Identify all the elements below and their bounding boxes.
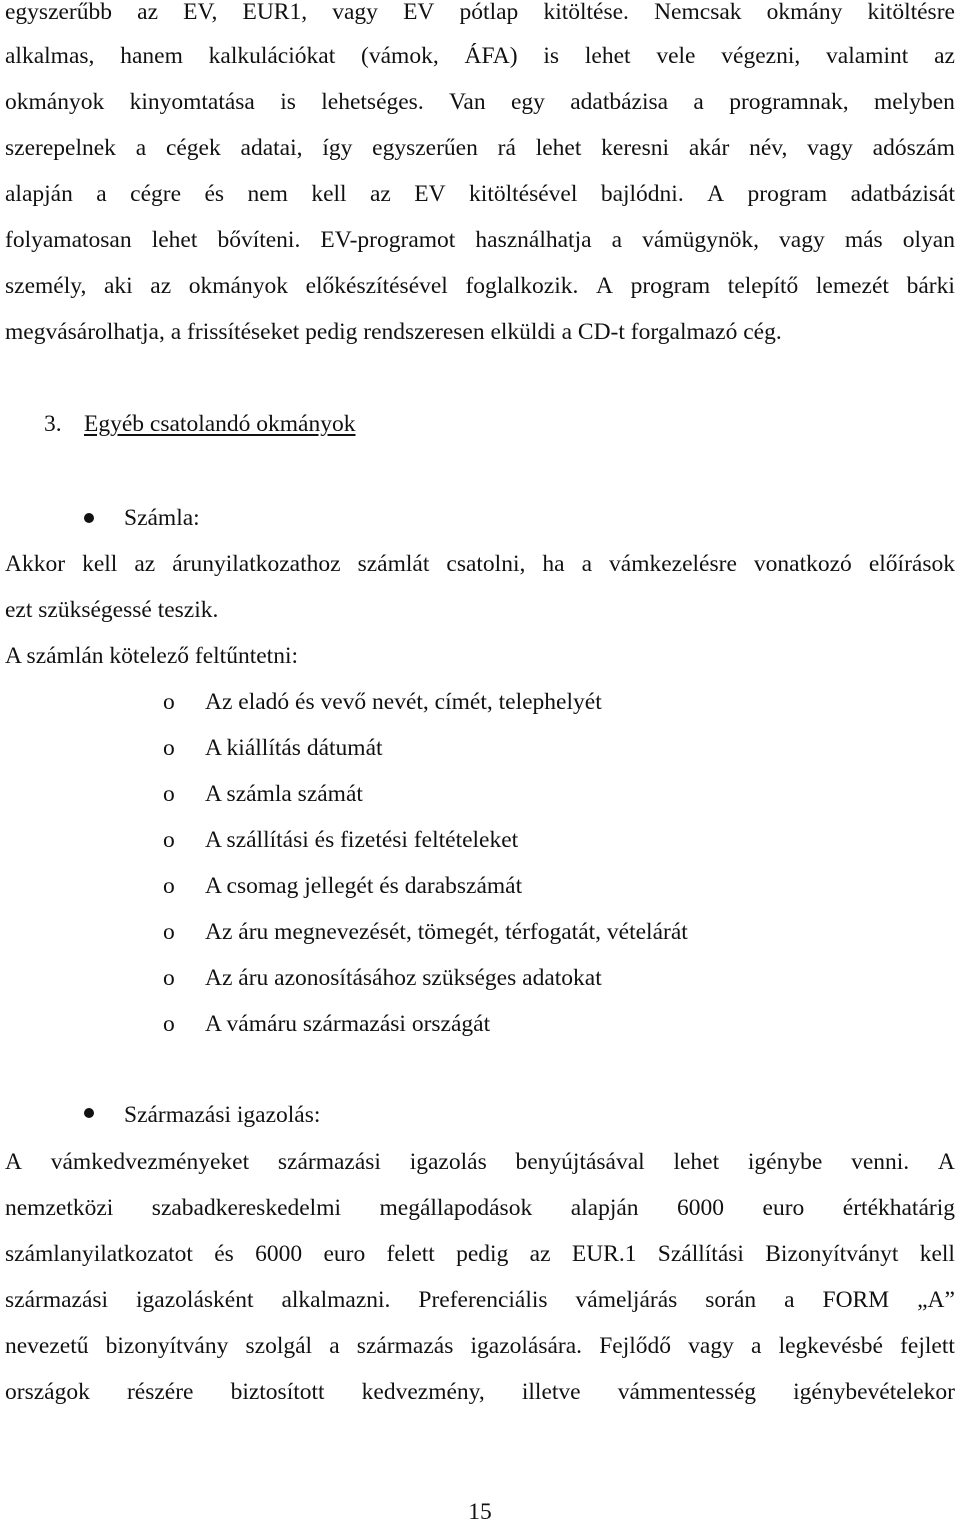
word: származási <box>277 1149 381 1175</box>
word: alapján <box>570 1195 639 1221</box>
list-marker: o <box>163 689 175 715</box>
word: pedig <box>456 1241 509 1267</box>
word: adatbázisa <box>570 89 669 115</box>
word: bizonyítvány <box>105 1333 229 1359</box>
word: folyamatosan <box>5 227 132 253</box>
origin-text-line <box>5 1331 955 1361</box>
word: szerepelnek <box>5 135 116 161</box>
word: kitöltése. <box>543 0 629 25</box>
word: biztosított <box>230 1379 325 1405</box>
word: Szállítási <box>657 1241 744 1267</box>
word: akár <box>688 135 730 161</box>
word: számlát <box>357 551 430 577</box>
page-number: 15 <box>468 1499 492 1525</box>
word: A <box>937 1149 955 1175</box>
word: alkalmas, <box>5 43 95 69</box>
word: okmány <box>766 0 843 25</box>
word: Nemcsak <box>654 0 742 25</box>
word: vámkedvezményeket <box>50 1149 250 1175</box>
word: igénybe <box>747 1149 823 1175</box>
word: venni. <box>851 1149 910 1175</box>
invoice-heading: Számla: <box>124 505 200 531</box>
word: Van <box>449 89 486 115</box>
word: alkalmazni. <box>281 1287 391 1313</box>
word: kell <box>919 1241 955 1267</box>
word: „A” <box>917 1287 955 1313</box>
word: euro <box>762 1195 805 1221</box>
word: kinyomtatása <box>129 89 255 115</box>
invoice-required-intro: A számlán kötelező feltűntetni: <box>5 643 299 669</box>
word: okmányok <box>188 273 288 299</box>
list-marker: o <box>163 781 175 807</box>
word: a <box>135 135 147 161</box>
word: értékhatárig <box>842 1195 955 1221</box>
word: a <box>329 1333 340 1359</box>
word: foglalkozik. <box>465 273 579 299</box>
word: lehetséges. <box>321 89 424 115</box>
invoice-text-line <box>5 549 955 579</box>
word: származási <box>5 1287 109 1313</box>
word: ha <box>542 551 565 577</box>
list-marker: o <box>163 827 175 853</box>
bullet-icon <box>84 513 94 523</box>
word: egy <box>510 89 545 115</box>
paragraph-line <box>5 87 955 117</box>
word: kell <box>311 181 347 207</box>
word: fejlett <box>900 1333 955 1359</box>
word: az <box>137 0 159 25</box>
word: kitöltésével <box>469 181 578 207</box>
word: vagy <box>807 135 853 161</box>
word: olyan <box>902 227 955 253</box>
paragraph-line <box>5 179 955 209</box>
word: vagy <box>688 1333 734 1359</box>
origin-text-line <box>5 1147 955 1177</box>
word: szolgál <box>245 1333 313 1359</box>
word: benyújtásával <box>515 1149 645 1175</box>
word: adószám <box>872 135 955 161</box>
word: A <box>5 1149 22 1175</box>
word: és <box>204 181 225 207</box>
word: Fejlődő <box>599 1333 672 1359</box>
word: lemezét <box>815 273 889 299</box>
word: FORM <box>822 1287 890 1313</box>
word: hanem <box>120 43 183 69</box>
word: Bizonyítványt <box>765 1241 899 1267</box>
word: a <box>784 1287 795 1313</box>
list-item: Az áru azonosításához szükséges adatokat <box>205 965 602 991</box>
word: előírások <box>868 551 955 577</box>
word: legkevésbé <box>778 1333 883 1359</box>
paragraph-line <box>5 0 955 27</box>
word: lehet <box>151 227 198 253</box>
word: melyben <box>873 89 955 115</box>
word: nem <box>247 181 288 207</box>
invoice-text-line-last: ezt szükségessé teszik. <box>5 597 219 623</box>
word: program <box>630 273 711 299</box>
word: csatolni, <box>446 551 526 577</box>
word: vámeljárás <box>575 1287 678 1313</box>
word: cégek <box>165 135 221 161</box>
list-item: A szállítási és fizetési feltételeket <box>205 827 519 853</box>
word: keresni <box>601 135 670 161</box>
word: előkészítésével <box>305 273 448 299</box>
word: adatbázisát <box>850 181 955 207</box>
word: aki <box>103 273 133 299</box>
word: vonatkozó <box>753 551 852 577</box>
origin-text-line <box>5 1285 955 1315</box>
word: euro <box>323 1241 366 1267</box>
word: is <box>280 89 296 115</box>
word: bajlódni. <box>600 181 684 207</box>
list-item: A kiállítás dátumát <box>205 735 383 761</box>
word: származás <box>356 1333 454 1359</box>
word: használhatja <box>475 227 592 253</box>
word: pótlap <box>459 0 519 25</box>
word: az <box>370 181 391 207</box>
word: vagy <box>332 0 378 25</box>
word: lehet <box>584 43 631 69</box>
word: országok <box>5 1379 90 1405</box>
paragraph-line <box>5 41 955 71</box>
word: az <box>529 1241 551 1267</box>
word: során <box>705 1287 757 1313</box>
word: programnak, <box>729 89 849 115</box>
word: a <box>693 89 704 115</box>
word: igénybevételekor <box>793 1379 955 1405</box>
word: ÁFA) <box>464 43 518 69</box>
paragraph-line <box>5 271 955 301</box>
word: számlanyilatkozatot <box>5 1241 193 1267</box>
list-item: Az áru megnevezését, tömegét, térfogatát, vételárát <box>205 919 688 945</box>
word: vámügynök, <box>642 227 759 253</box>
bullet-icon <box>84 1108 94 1118</box>
word: a <box>750 1333 762 1359</box>
word: és <box>214 1241 234 1267</box>
word: szabadkereskedelmi <box>151 1195 342 1221</box>
word: vámmentesség <box>617 1379 757 1405</box>
word: (vámok, <box>361 43 439 69</box>
list-item: A csomag jellegét és darabszámát <box>205 873 523 899</box>
word: árunyilatkozathoz <box>172 551 341 577</box>
word: Akkor <box>5 551 66 577</box>
origin-heading: Származási igazolás: <box>124 1102 321 1128</box>
word: illetve <box>521 1379 581 1405</box>
origin-text-line <box>5 1193 955 1223</box>
word: egyszerűbb <box>5 0 113 25</box>
word: így <box>322 135 353 161</box>
word: az <box>150 273 172 299</box>
word: a <box>611 227 623 253</box>
word: felett <box>386 1241 435 1267</box>
list-marker: o <box>163 735 175 761</box>
word: név, <box>749 135 788 161</box>
word: okmányok <box>5 89 105 115</box>
word: nemzetközi <box>5 1195 114 1221</box>
word: más <box>844 227 883 253</box>
word: 6000 <box>255 1241 303 1267</box>
word: nevezetű <box>5 1333 89 1359</box>
word: EUR1, <box>242 0 308 25</box>
origin-text-line <box>5 1377 955 1407</box>
word: lehet <box>535 135 582 161</box>
list-marker: o <box>163 919 175 945</box>
word: az <box>134 551 156 577</box>
word: alapján <box>5 181 73 207</box>
word: kitöltésre <box>867 0 955 25</box>
word: egyszerűen <box>372 135 478 161</box>
word: A <box>595 273 613 299</box>
section-number: 3. <box>44 411 62 437</box>
list-marker: o <box>163 873 175 899</box>
word: cégre <box>130 181 182 207</box>
word: EUR.1 <box>571 1241 637 1267</box>
word: vámkezelésre <box>609 551 737 577</box>
word: EV <box>403 0 435 25</box>
word: EV, <box>183 0 218 25</box>
word: a <box>96 181 107 207</box>
word: 6000 <box>677 1195 725 1221</box>
section-title: Egyéb csatolandó okmányok <box>84 411 356 437</box>
list-item: Az eladó és vevő nevét, címét, telephelyét <box>205 689 602 715</box>
word: az <box>934 43 955 69</box>
paragraph-line <box>5 133 955 163</box>
word: kedvezmény, <box>361 1379 485 1405</box>
word: program <box>747 181 828 207</box>
word: Preferenciális <box>418 1287 548 1313</box>
word: bárki <box>906 273 955 299</box>
word: igazolás <box>409 1149 487 1175</box>
word: végezni, <box>721 43 801 69</box>
word: vagy <box>779 227 825 253</box>
origin-text-line <box>5 1239 955 1269</box>
word: lehet <box>673 1149 720 1175</box>
word: igazolásként <box>136 1287 254 1313</box>
word: rá <box>497 135 516 161</box>
paragraph-line-last: megvásárolhatja, a frissítéseket pedig rendszeresen elküldi a CD-t forgalmazó cég. <box>5 319 782 345</box>
word: adatai, <box>240 135 303 161</box>
word: kell <box>82 551 118 577</box>
list-item: A számla számát <box>205 781 363 807</box>
list-marker: o <box>163 1011 175 1037</box>
word: részére <box>126 1379 194 1405</box>
word: bővíteni. <box>217 227 301 253</box>
paragraph-line <box>5 225 955 255</box>
word: EV-programot <box>320 227 456 253</box>
word: vele <box>656 43 696 69</box>
list-marker: o <box>163 965 175 991</box>
word: személy, <box>5 273 87 299</box>
word: A <box>707 181 725 207</box>
word: a <box>581 551 593 577</box>
word: EV <box>414 181 446 207</box>
word: megállapodások <box>379 1195 533 1221</box>
word: kalkulációkat <box>208 43 336 69</box>
list-item: A vámáru származási országát <box>205 1011 491 1037</box>
word: is <box>543 43 560 69</box>
word: telepítő <box>727 273 799 299</box>
word: igazolására. <box>470 1333 583 1359</box>
word: valamint <box>826 43 909 69</box>
